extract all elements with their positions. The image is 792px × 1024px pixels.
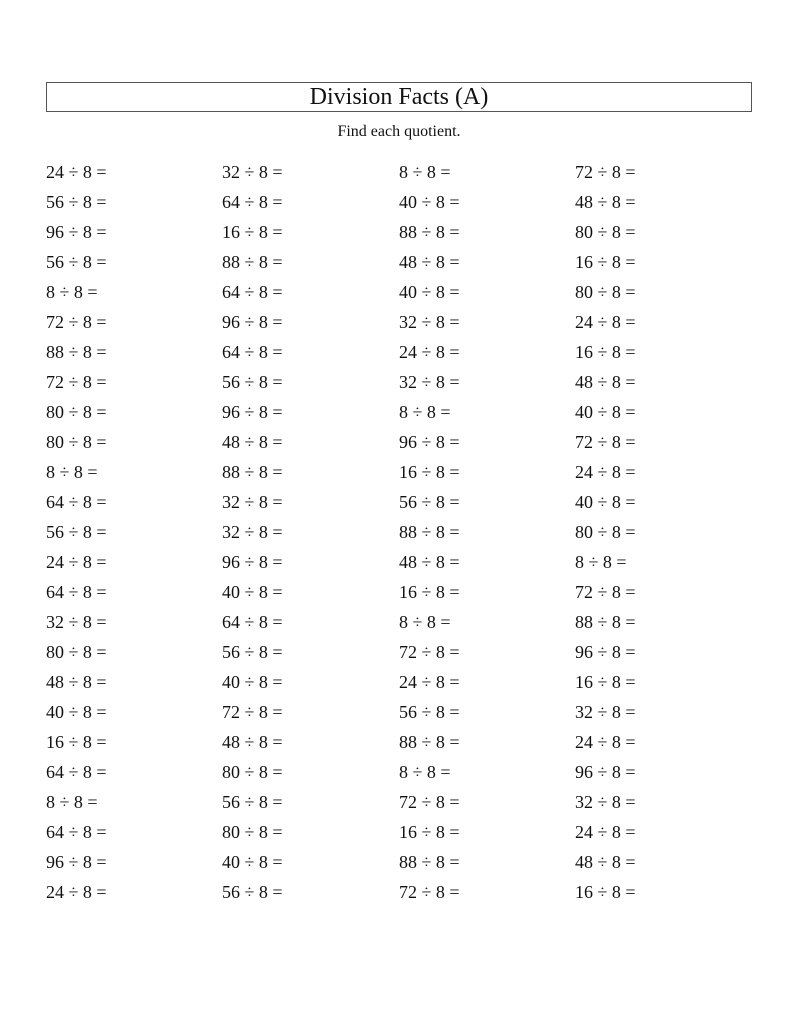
- problem-row: [46, 457, 752, 487]
- division-problem: 32 ÷ 8 =: [46, 612, 107, 632]
- problem-row: [46, 337, 752, 367]
- division-problem: 64 ÷ 8 =: [222, 282, 283, 302]
- problem-row: [46, 577, 752, 607]
- division-problem: 16 ÷ 8 =: [399, 582, 460, 602]
- division-problem: 24 ÷ 8 =: [575, 462, 636, 482]
- division-problem: 16 ÷ 8 =: [575, 672, 636, 692]
- division-problem: 80 ÷ 8 =: [575, 222, 636, 242]
- division-problem: 48 ÷ 8 =: [399, 252, 460, 272]
- division-problem: 56 ÷ 8 =: [399, 702, 460, 722]
- division-problem: 32 ÷ 8 =: [575, 702, 636, 722]
- division-problem: 64 ÷ 8 =: [222, 612, 283, 632]
- division-problem: 64 ÷ 8 =: [222, 192, 283, 212]
- title-box: [46, 82, 752, 112]
- division-problem: 96 ÷ 8 =: [222, 312, 283, 332]
- worksheet-title: Division Facts (A): [309, 84, 489, 110]
- problem-row: [46, 757, 752, 787]
- division-problem: 24 ÷ 8 =: [46, 882, 107, 902]
- division-problem: 48 ÷ 8 =: [222, 432, 283, 452]
- division-problem: 32 ÷ 8 =: [399, 372, 460, 392]
- problem-row: [46, 727, 752, 757]
- division-problem: 88 ÷ 8 =: [399, 522, 460, 542]
- problem-row: [46, 187, 752, 217]
- division-problem: 64 ÷ 8 =: [46, 762, 107, 782]
- problem-row: [46, 307, 752, 337]
- division-problem: 80 ÷ 8 =: [575, 522, 636, 542]
- division-problem: 48 ÷ 8 =: [399, 552, 460, 572]
- division-problem: 32 ÷ 8 =: [222, 162, 283, 182]
- problem-row: [46, 787, 752, 817]
- division-problem: 64 ÷ 8 =: [46, 492, 107, 512]
- division-problem: 88 ÷ 8 =: [399, 852, 460, 872]
- division-problem: 8 ÷ 8 =: [399, 762, 451, 782]
- division-problem: 16 ÷ 8 =: [575, 252, 636, 272]
- division-problem: 56 ÷ 8 =: [46, 522, 107, 542]
- division-problem: 32 ÷ 8 =: [222, 492, 283, 512]
- division-problem: 56 ÷ 8 =: [222, 642, 283, 662]
- division-problem: 24 ÷ 8 =: [46, 162, 107, 182]
- problem-row: [46, 277, 752, 307]
- division-problem: 96 ÷ 8 =: [222, 402, 283, 422]
- division-problem: 8 ÷ 8 =: [46, 462, 98, 482]
- division-problem: 80 ÷ 8 =: [222, 822, 283, 842]
- division-problem: 32 ÷ 8 =: [222, 522, 283, 542]
- division-problem: 8 ÷ 8 =: [399, 402, 451, 422]
- division-problem: 48 ÷ 8 =: [575, 192, 636, 212]
- division-problem: 64 ÷ 8 =: [222, 342, 283, 362]
- division-problem: 72 ÷ 8 =: [46, 312, 107, 332]
- division-problem: 40 ÷ 8 =: [575, 492, 636, 512]
- division-problem: 88 ÷ 8 =: [399, 222, 460, 242]
- division-problem: 88 ÷ 8 =: [575, 612, 636, 632]
- problem-row: [46, 217, 752, 247]
- division-problem: 32 ÷ 8 =: [399, 312, 460, 332]
- division-problem: 96 ÷ 8 =: [575, 762, 636, 782]
- division-problem: 24 ÷ 8 =: [399, 672, 460, 692]
- problem-row: [46, 547, 752, 577]
- division-problem: 40 ÷ 8 =: [399, 192, 460, 212]
- division-problem: 56 ÷ 8 =: [46, 252, 107, 272]
- division-problem: 96 ÷ 8 =: [46, 222, 107, 242]
- division-problem: 72 ÷ 8 =: [46, 372, 107, 392]
- division-problem: 48 ÷ 8 =: [575, 852, 636, 872]
- problem-row: [46, 667, 752, 697]
- problem-row: [46, 247, 752, 277]
- division-problem: 56 ÷ 8 =: [222, 372, 283, 392]
- division-problem: 72 ÷ 8 =: [399, 882, 460, 902]
- instructions: Find each quotient.: [337, 123, 461, 140]
- problem-row: [46, 367, 752, 397]
- division-problem: 72 ÷ 8 =: [399, 792, 460, 812]
- division-problem: 24 ÷ 8 =: [575, 732, 636, 752]
- problem-row: [46, 847, 752, 877]
- division-problem: 24 ÷ 8 =: [575, 312, 636, 332]
- division-problem: 96 ÷ 8 =: [46, 852, 107, 872]
- division-problem: 88 ÷ 8 =: [399, 732, 460, 752]
- division-problem: 8 ÷ 8 =: [399, 612, 451, 632]
- division-problem: 8 ÷ 8 =: [575, 552, 627, 572]
- division-problem: 24 ÷ 8 =: [575, 822, 636, 842]
- problem-row: [46, 697, 752, 727]
- division-problem: 72 ÷ 8 =: [399, 642, 460, 662]
- division-problem: 8 ÷ 8 =: [46, 282, 98, 302]
- division-problem: 56 ÷ 8 =: [399, 492, 460, 512]
- division-problem: 88 ÷ 8 =: [46, 342, 107, 362]
- division-problem: 40 ÷ 8 =: [399, 282, 460, 302]
- division-problem: 88 ÷ 8 =: [222, 462, 283, 482]
- division-problem: 80 ÷ 8 =: [222, 762, 283, 782]
- division-problem: 40 ÷ 8 =: [222, 672, 283, 692]
- division-problem: 56 ÷ 8 =: [222, 882, 283, 902]
- division-problem: 8 ÷ 8 =: [399, 162, 451, 182]
- division-problem: 32 ÷ 8 =: [575, 792, 636, 812]
- division-problem: 72 ÷ 8 =: [575, 162, 636, 182]
- division-problem: 48 ÷ 8 =: [575, 372, 636, 392]
- division-problem: 40 ÷ 8 =: [222, 852, 283, 872]
- division-problem: 72 ÷ 8 =: [575, 582, 636, 602]
- division-problem: 56 ÷ 8 =: [222, 792, 283, 812]
- division-problem: 40 ÷ 8 =: [575, 402, 636, 422]
- problem-row: [46, 817, 752, 847]
- problem-row: [46, 517, 752, 547]
- division-problem: 72 ÷ 8 =: [222, 702, 283, 722]
- division-problem: 40 ÷ 8 =: [46, 702, 107, 722]
- division-problem: 16 ÷ 8 =: [399, 822, 460, 842]
- division-problem: 88 ÷ 8 =: [222, 252, 283, 272]
- division-problem: 96 ÷ 8 =: [222, 552, 283, 572]
- division-problem: 24 ÷ 8 =: [46, 552, 107, 572]
- division-problem: 48 ÷ 8 =: [46, 672, 107, 692]
- problem-row: [46, 607, 752, 637]
- division-problem: 16 ÷ 8 =: [575, 882, 636, 902]
- division-problem: 64 ÷ 8 =: [46, 582, 107, 602]
- division-problem: 24 ÷ 8 =: [399, 342, 460, 362]
- division-problem: 8 ÷ 8 =: [46, 792, 98, 812]
- division-problem: 16 ÷ 8 =: [46, 732, 107, 752]
- division-problem: 48 ÷ 8 =: [222, 732, 283, 752]
- problem-row: [46, 877, 752, 907]
- division-problem: 80 ÷ 8 =: [46, 402, 107, 422]
- division-problem: 72 ÷ 8 =: [575, 432, 636, 452]
- problem-row: [46, 487, 752, 517]
- problem-grid: [46, 157, 752, 907]
- problem-row: [46, 637, 752, 667]
- problem-row: [46, 157, 752, 187]
- division-problem: 16 ÷ 8 =: [575, 342, 636, 362]
- problem-row: [46, 427, 752, 457]
- division-problem: 80 ÷ 8 =: [46, 432, 107, 452]
- division-problem: 16 ÷ 8 =: [399, 462, 460, 482]
- problem-row: [46, 397, 752, 427]
- division-problem: 64 ÷ 8 =: [46, 822, 107, 842]
- division-problem: 96 ÷ 8 =: [399, 432, 460, 452]
- division-problem: 96 ÷ 8 =: [575, 642, 636, 662]
- division-problem: 40 ÷ 8 =: [222, 582, 283, 602]
- division-problem: 16 ÷ 8 =: [222, 222, 283, 242]
- division-problem: 80 ÷ 8 =: [575, 282, 636, 302]
- division-problem: 56 ÷ 8 =: [46, 192, 107, 212]
- division-problem: 80 ÷ 8 =: [46, 642, 107, 662]
